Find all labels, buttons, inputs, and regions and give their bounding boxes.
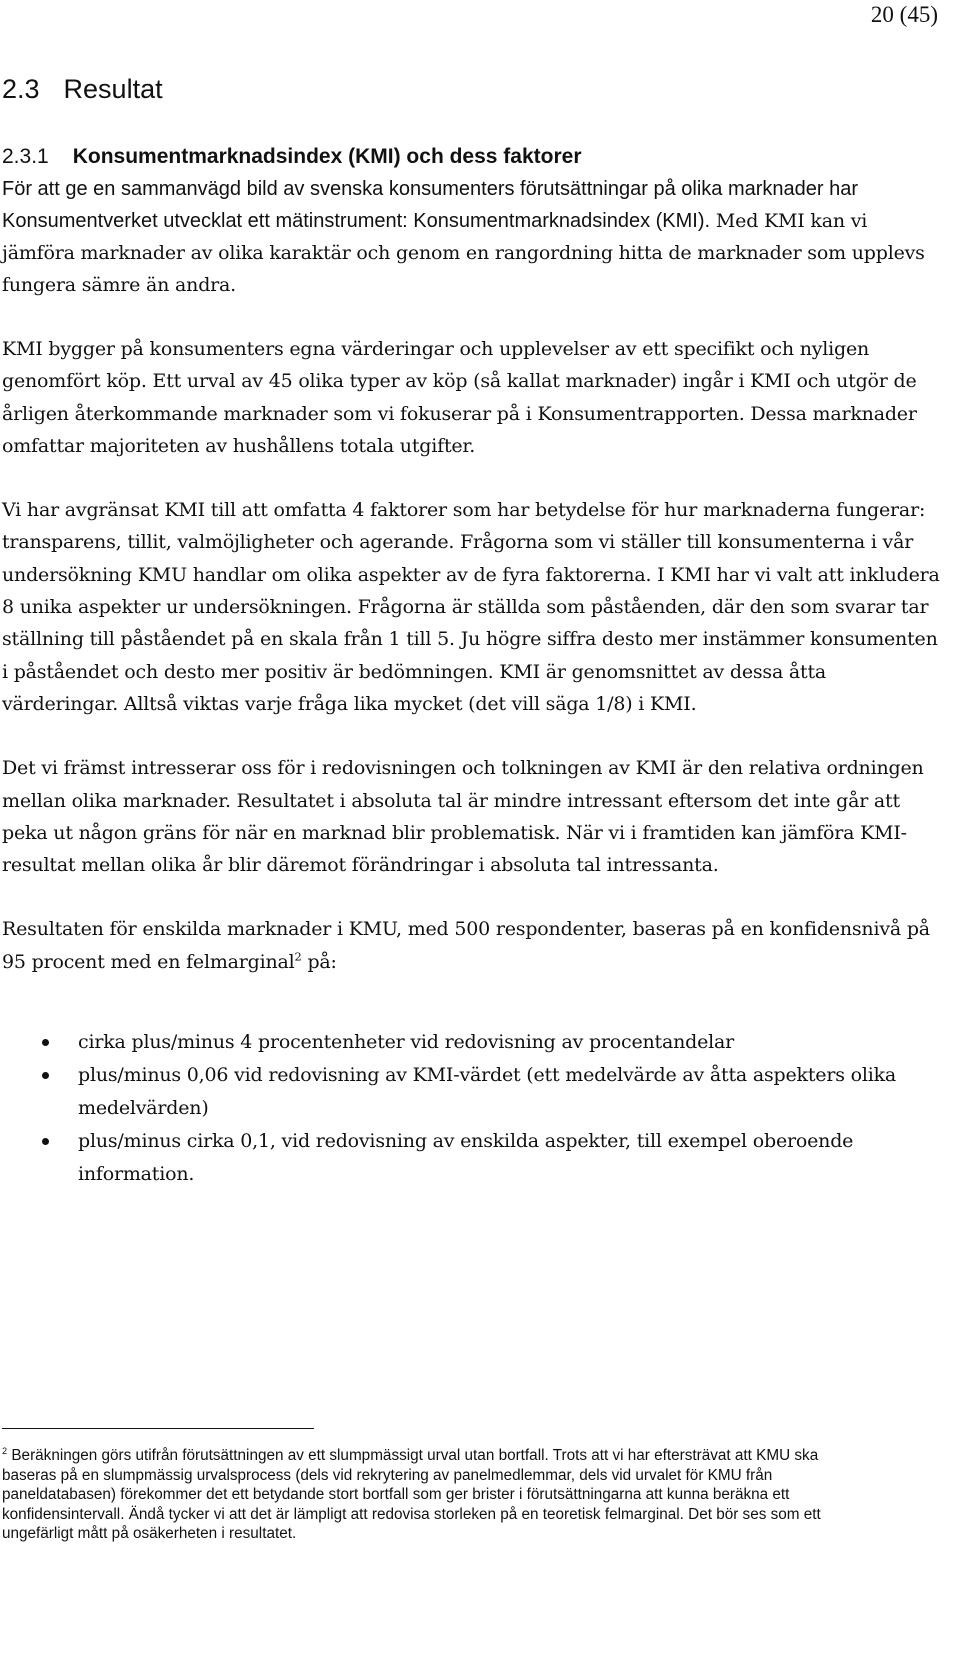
paragraph-confidence [2,913,942,978]
footnote-text: Beräkningen görs utifrån förutsättningen av ett slumpmässigt urval utan bortfall. Trots att vi har eftersträvat att KMU ska baseras på en slumpmässig urvalsprocess (dels vid rekrytering av panelmedlemmar, dels vid urvalet för KMU från paneldatabasen) förekommer det ett betydande stort bortfall som ger brister i förutsättningarna att kunna beräkna ett konfidensintervall. Ändå tycker vi att det är lämpligt att redovisa storleken på en teoretisk felmarginal. Det bör ses som ett ungefärligt mått på osäkerheten i resultatet. [2,1447,821,1542]
intro-serif-text: Med KMI kan vi jämföra marknader av olika karaktär och genom en rangordning hitta de marknader som upplevs fungera sämre än andra. [2,210,925,296]
list-item-text: plus/minus cirka 0,1, vid redovisning av enskilda aspekter, till exempel oberoende information. [78,1130,854,1186]
bullet-icon [2,1125,78,1191]
subsection-title: Konsumentmarknadsindex (KMI) och dess faktorer [72,145,582,168]
footnote-divider [2,1428,314,1429]
page-number: 20 (45) [870,2,938,27]
intro-sans-text: För att ge en sammanvägd bild av svenska konsumenters förutsättningar på olika marknader har Konsumentverket utvecklat ett mätinstrument: Konsumentmarknadsindex (KMI). [2,178,858,232]
footnote-reference: 2 [294,949,302,964]
subsection-heading [2,141,942,173]
confidence-text-end: på: [301,950,337,973]
paragraph-kmi-basis: KMI bygger på konsumenters egna värderingar och upplevelser av ett specifikt och nyligen genomfört köp. Ett urval av 45 olika typer av köp (så kallat marknader) ingår i KMI och utgör de årligen återkommande marknader som vi fokuserar på i Konsumentrapporten. Dessa marknader omfattar majoriteten av hushållens totala utgifter. [2,338,917,457]
list-item-text: plus/minus 0,06 vid redovisning av KMI-värdet (ett medelvärde av åtta aspekters olika medelvärden) [78,1064,897,1120]
list-item-text: cirka plus/minus 4 procentenheter vid redovisning av procentandelar [78,1031,735,1054]
section-heading [2,70,942,108]
page-content [2,70,942,1191]
list-item [2,1059,942,1125]
intro-paragraph [2,173,942,301]
subsection-number: 2.3.1 [2,145,49,168]
paragraph-kmi-factors: Vi har avgränsat KMI till att omfatta 4 faktorer som har betydelse för hur marknaderna fungerar: transparens, tillit, valmöjligheter och agerande. Frågorna som vi ställer till konsumenterna i vår undersökning KMU handlar om olika aspekter av de fyra faktorerna. I KMI har vi valt att inkludera 8 unika aspekter ur undersökningen. Frågorna är ställda som påståenden, där den som svarar tar ställning till påståendet på en skala från 1 till 5. Ju högre siffra desto mer instämmer konsumenten i påståendet och desto mer positiv är bedömningen. KMI är genomsnittet av dessa åtta värderingar. Alltså viktas varje fråga lika mycket (det vill säga 1/8) i KMI. [2,499,940,715]
section-title: Resultat [63,74,163,104]
footnote-marker: 2 [2,1445,8,1456]
footnote [2,1446,822,1544]
list-item [2,1125,942,1191]
bullet-icon [2,1059,78,1125]
confidence-text-start: Resultaten för enskilda marknader i KMU, med 500 respondenter, baseras på en konfidensnivå på 95 procent med en felmarginal [2,918,930,973]
list-item [2,1026,942,1059]
margin-of-error-list [2,1026,942,1191]
bullet-icon [2,1026,78,1059]
section-number: 2.3 [2,74,40,104]
paragraph-relative-order: Det vi främst intresserar oss för i redovisningen och tolkningen av KMI är den relativa ordningen mellan olika marknader. Resultatet i absoluta tal är mindre intressant eftersom det inte går att peka ut någon gräns för när en marknad blir problematisk. När vi i framtiden kan jämföra KMI-resultat mellan olika år blir däremot förändringar i absoluta tal intressanta. [2,757,924,877]
